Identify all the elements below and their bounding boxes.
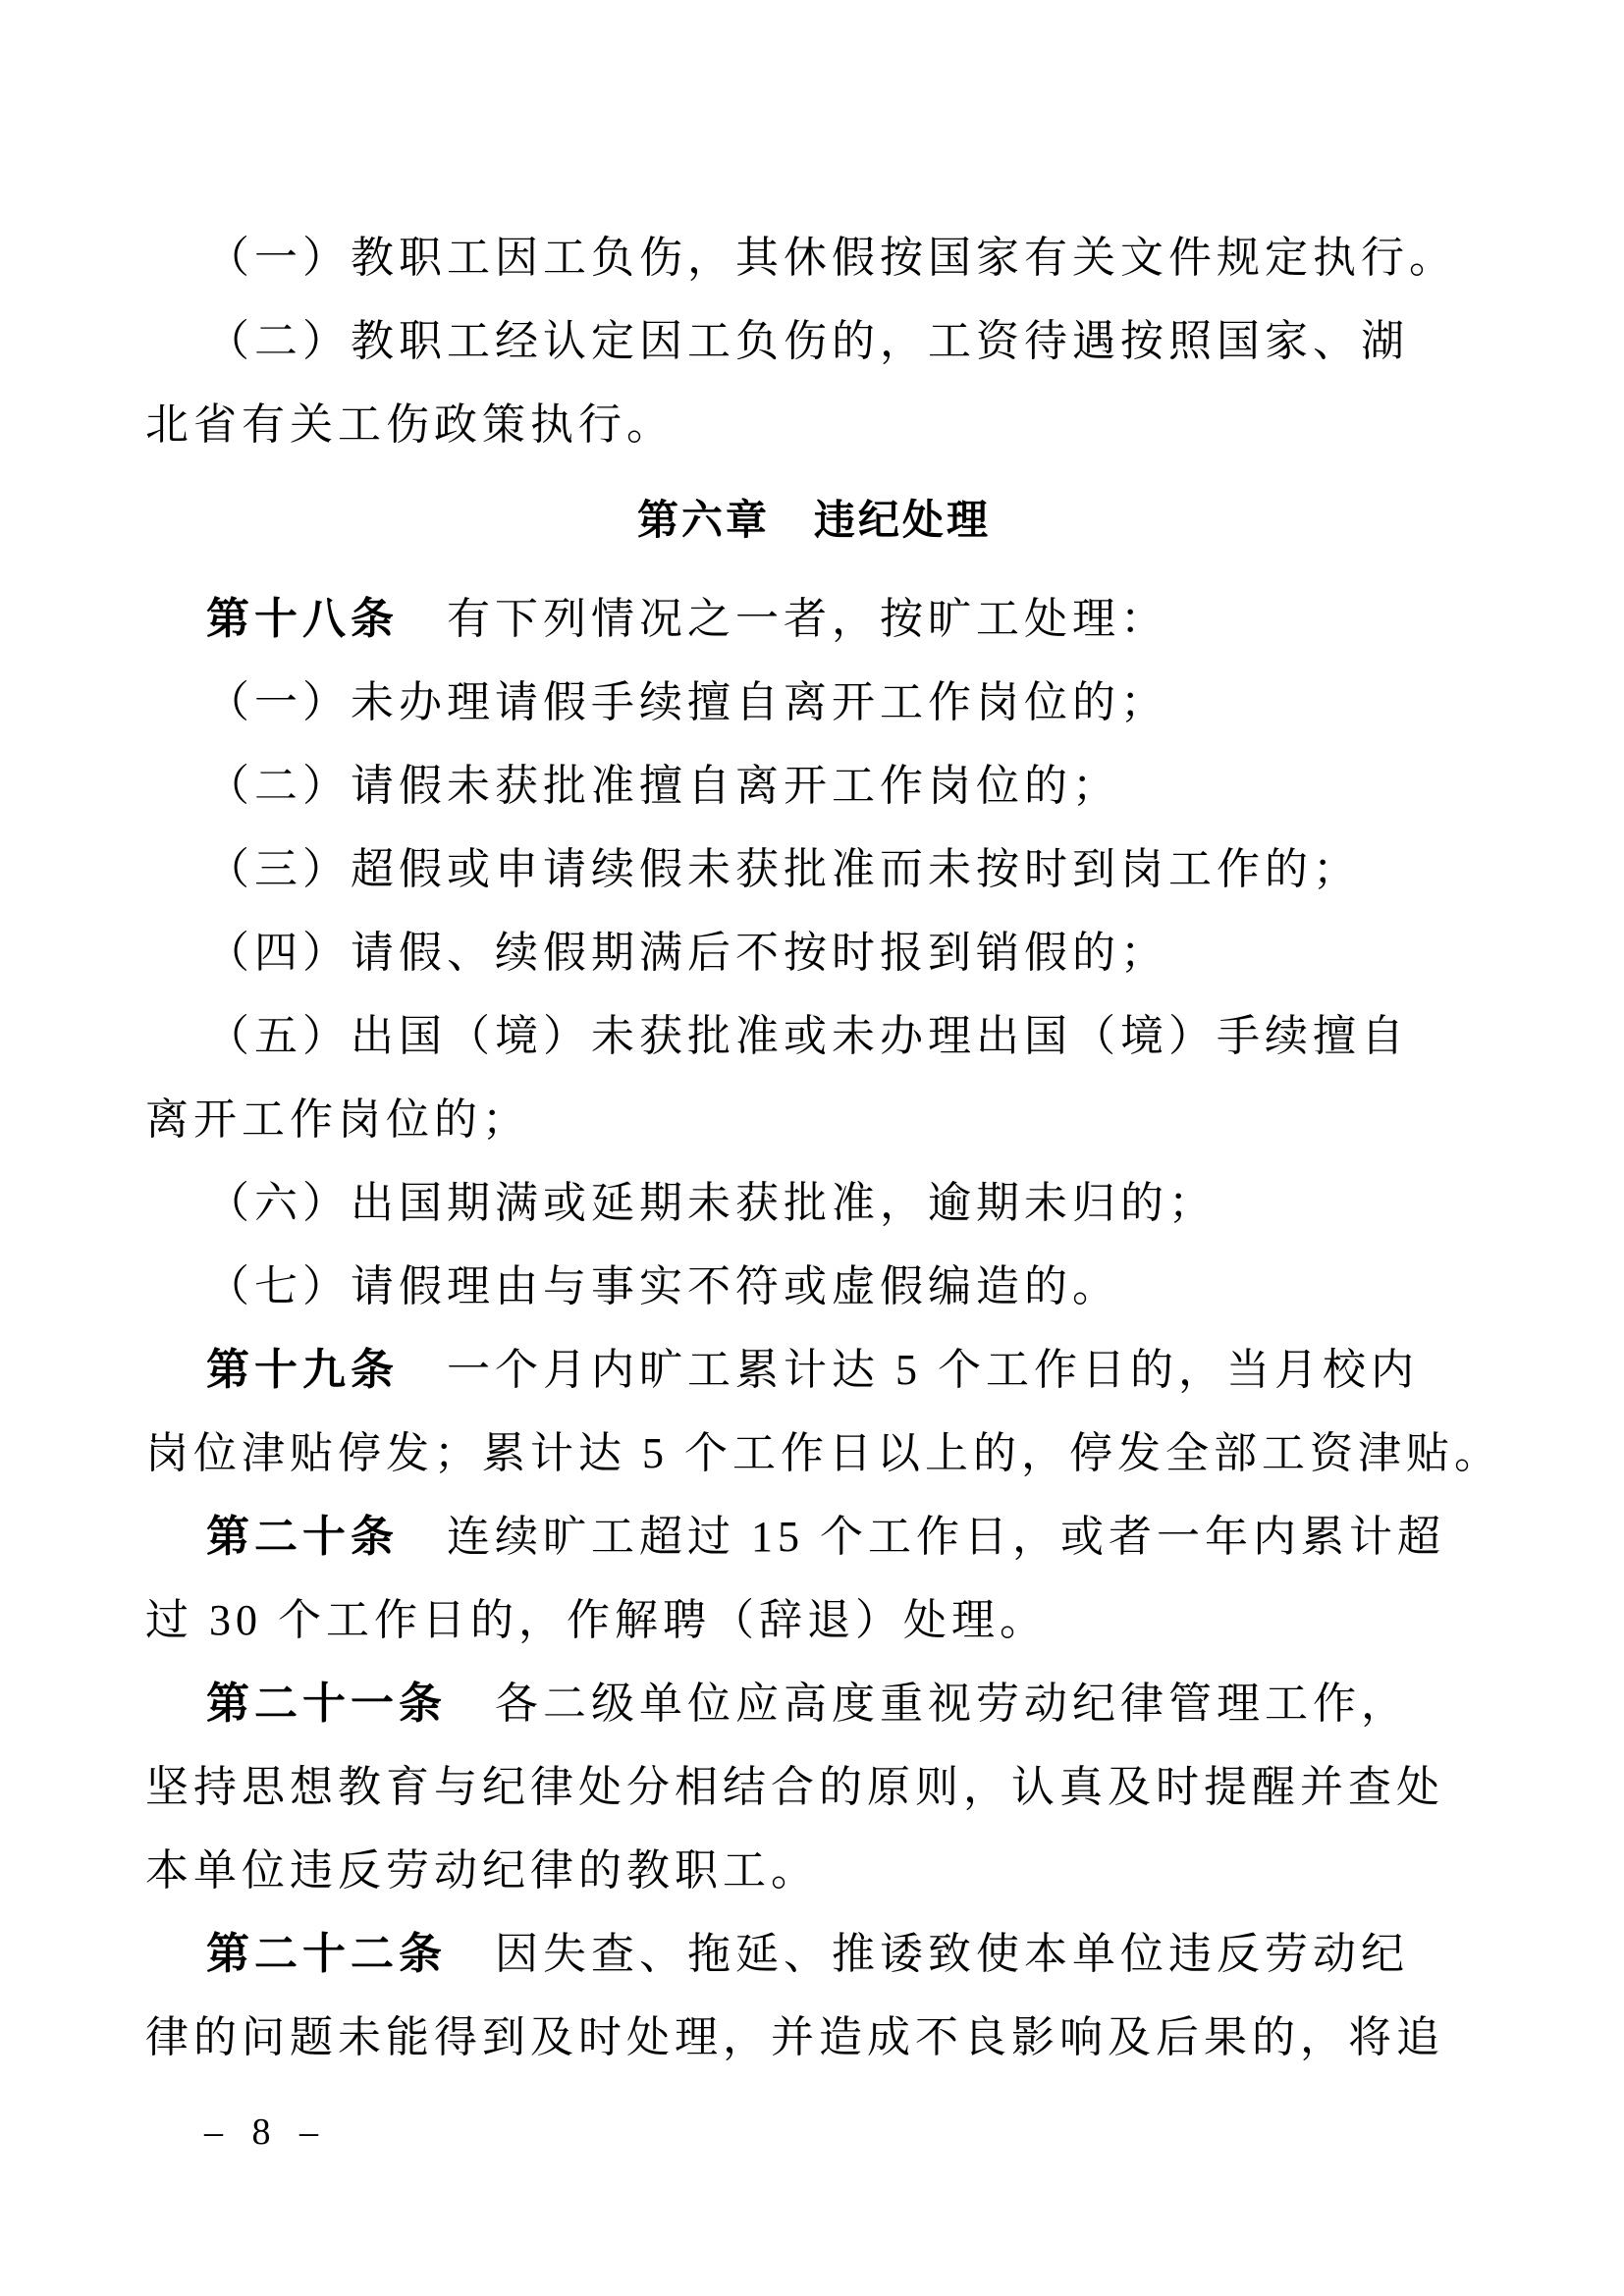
article-text: 各二级单位应高度重视劳动纪律管理工作， — [447, 1680, 1409, 1728]
article-text: 一个月内旷工累计达 5 个工作日的，当月校内 — [399, 1346, 1419, 1394]
article-line — [145, 1495, 1483, 1578]
article-line — [145, 1328, 1483, 1412]
paragraph-line: 北省有关工伤政策执行。 — [145, 400, 675, 449]
list-item-line: （四）请假、续假期满后不按时报到销假的； — [206, 929, 1168, 977]
list-item-line: （六）出国期满或延期未获批准，逾期未归的； — [206, 1179, 1217, 1227]
list-item-line: （五）出国（境）未获批准或未办理出国（境）手续擅自 — [206, 1012, 1409, 1060]
paragraph-line: 坚持思想教育与纪律处分相结合的原则，认真及时提醒并查处 — [145, 1763, 1444, 1811]
paragraph-line: （一）教职工因工负伤，其休假按国家有关文件规定执行。 — [206, 234, 1457, 282]
article-number: 第二十二条 — [206, 1930, 447, 1978]
paragraph-line: 岗位津贴停发；累计达 5 个工作日以上的，停发全部工资津贴。 — [145, 1429, 1502, 1477]
article-line — [145, 1912, 1483, 1996]
paragraph-line: 本单位违反劳动纪律的教职工。 — [145, 1846, 819, 1895]
article-line — [145, 577, 1483, 661]
page-number: – 8 – — [204, 2111, 328, 2153]
document-body — [145, 216, 1502, 2079]
article-number: 第二十条 — [206, 1513, 399, 1561]
paragraph-line: （二）教职工经认定因工负伤的，工资待遇按照国家、湖 — [206, 317, 1409, 365]
paragraph-line: 过 30 个工作日的，作解聘（辞退）处理。 — [145, 1596, 1048, 1644]
list-item-line: （七）请假理由与事实不符或虚假编造的。 — [206, 1262, 1120, 1310]
article-text: 因失查、拖延、推诿致使本单位违反劳动纪 — [447, 1930, 1409, 1978]
list-item-line: 离开工作岗位的； — [145, 1095, 530, 1144]
article-line — [145, 1662, 1483, 1745]
list-item-line: （一）未办理请假手续擅自离开工作岗位的； — [206, 678, 1168, 726]
article-number: 第十九条 — [206, 1346, 399, 1394]
list-item-line: （二）请假未获批准擅自离开工作岗位的； — [206, 762, 1120, 810]
article-text: 有下列情况之一者，按旷工处理： — [399, 595, 1168, 643]
article-number: 第二十一条 — [206, 1680, 447, 1728]
article-text: 连续旷工超过 15 个工作日，或者一年内累计超 — [399, 1513, 1445, 1561]
article-number: 第十八条 — [206, 595, 399, 643]
paragraph-line: 律的问题未能得到及时处理，并造成不良影响及后果的，将追 — [145, 2013, 1444, 2061]
chapter-heading: 第六章 违纪处理 — [636, 497, 991, 543]
list-item-line: （三）超假或申请续假未获批准而未按时到岗工作的； — [206, 845, 1361, 893]
